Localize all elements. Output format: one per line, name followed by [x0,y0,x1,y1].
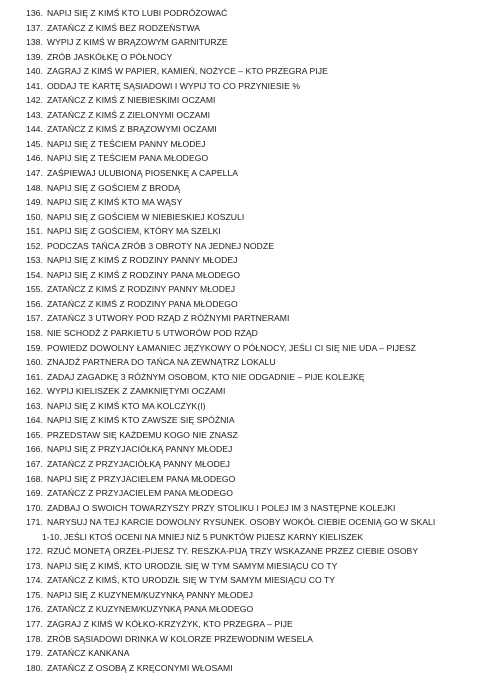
item-text: ODDAJ TE KARTĘ SĄSIADOWI I WYPIJ TO CO PRZYNIESIE % [46,80,301,91]
list-item [26,35,486,50]
list-item [26,311,486,326]
list-item-row [26,195,486,210]
item-number: 151. [26,226,43,237]
item-number: 158. [26,328,43,339]
list-item [26,661,486,676]
item-number: 144. [26,124,43,135]
list-item-row [26,64,486,79]
list-item-row [26,239,486,254]
item-text: NARYSUJ NA TEJ KARCIE DOWOLNY RYSUNEK. OSOBY WOKÓŁ CIEBIE OCENIĄ GO W SKALI [46,517,436,528]
item-text: PRZEDSTAW SIĘ KAŻDEMU KOGO NIE ZNASZ [46,429,238,440]
item-number: 139. [26,51,43,62]
list-item-row [26,151,486,166]
item-text: ZRÓB JASKÓŁKĘ O PÓŁNOCY [46,51,173,62]
list-item [26,559,486,574]
list-item-row [26,224,486,239]
item-number: 147. [26,168,43,179]
item-text-continuation: 1-10. JEŚLI KTOŚ OCENI NA MNIEJ NIŻ 5 PUNKTÓW PIJESZ KARNY KIELISZEK [42,531,364,542]
list-item-row [26,602,486,617]
list-item-row [26,297,486,312]
item-text: NIE SCHODŹ Z PARKIETU 5 UTWORÓW POD RZĄD [46,328,258,339]
item-text: ZAŚPIEWAJ ULUBIONĄ PIOSENKĘ A CAPELLA [46,168,239,179]
list-item [26,588,486,603]
item-number: 143. [26,109,43,120]
list-item-row [26,457,486,472]
list-item-row [26,6,486,21]
item-text: ZATAŃCZ Z KIMŚ Z RODZINY PANA MŁODEGO [46,298,238,309]
item-number: 156. [26,298,43,309]
list-item [26,573,486,588]
item-number: 155. [26,284,43,295]
list-item [26,297,486,312]
item-text: WYPIJ KIELISZEK Z ZAMKNIĘTYMI OCZAMI [46,386,226,397]
list-item [26,326,486,341]
list-item-row [26,588,486,603]
list-item-row [26,632,486,647]
list-item-row [26,413,486,428]
item-number: 174. [26,575,43,586]
item-number: 166. [26,444,43,455]
list-item [26,79,486,94]
list-item-row [26,646,486,661]
list-item [26,6,486,21]
item-text: POWIEDZ DOWOLNY ŁAMANIEC JĘZYKOWY O PÓŁNOCY, JEŚLI CI SIĘ NIE UDA – PIJESZ [46,342,416,353]
list-item-row [26,268,486,283]
list-item [26,646,486,661]
item-number: 161. [26,371,43,382]
item-number: 170. [26,502,43,513]
item-text: ZATAŃCZ Z KIMŚ Z ZIELONYMI OCZAMI [46,109,211,120]
list-item [26,384,486,399]
item-number: 173. [26,560,43,571]
item-number: 176. [26,604,43,615]
item-number: 157. [26,313,43,324]
list-item-row [26,35,486,50]
list-item [26,472,486,487]
list-item [26,544,486,559]
list-item [26,108,486,123]
list-item-row [26,355,486,370]
list-item-row [26,515,486,530]
list-item [26,181,486,196]
item-number: 165. [26,429,43,440]
item-number: 142. [26,95,43,106]
list-item-row [26,559,486,574]
list-item [26,282,486,297]
item-text: ZATAŃCZ Z OSOBĄ Z KRĘCONYMI WŁOSAMI [46,662,233,673]
item-number: 172. [26,546,43,557]
item-number: 140. [26,66,43,77]
list-item [26,501,486,516]
item-text: RZUĆ MONETĄ ORZEŁ-PIJESZ TY. RESZKA-PIJĄ TRZY WSKAZANE PRZEZ CIEBIE OSOBY [46,546,419,557]
list-item [26,151,486,166]
list-item-row [26,384,486,399]
list-item [26,224,486,239]
item-number: 168. [26,473,43,484]
item-number: 136. [26,8,43,18]
list-item [26,486,486,501]
list-item-row [26,50,486,65]
list-item [26,50,486,65]
list-item-row [26,661,486,676]
item-number: 152. [26,240,43,251]
item-number: 180. [26,662,43,673]
list-item-row [26,472,486,487]
item-number: 167. [26,458,43,469]
list-item-row [26,122,486,137]
list-item-row [26,370,486,385]
item-text: NAPIJ SIĘ Z GOŚCIEM, KTÓRY MA SZELKI [46,226,221,237]
list-item-row [26,544,486,559]
list-item [26,457,486,472]
list-item [26,166,486,181]
list-item [26,442,486,457]
list-item [26,370,486,385]
list-item [26,239,486,254]
list-item [26,137,486,152]
list-item-row [26,166,486,181]
list-item-row [26,501,486,516]
item-text: ZATAŃCZ Z PRZYJACIELEM PANA MŁODEGO [46,488,233,499]
item-text: ZATAŃCZ Z KUZYNEM/KUZYNKĄ PANA MŁODEGO [46,604,254,615]
list-item-row [26,573,486,588]
item-number: 169. [26,488,43,499]
item-text: ZATAŃCZ Z KIMŚ Z NIEBIESKIMI OCZAMI [46,95,216,106]
item-text: ZAGRAJ Z KIMŚ W KÓŁKO-KRZYŻYK, KTO PRZEGRA – PIJE [46,618,293,629]
list-item [26,399,486,414]
item-text: NAPIJ SIĘ Z KIMŚ KTO ZAWSZE SIĘ SPÓŹNIA [46,415,235,426]
item-number: 145. [26,138,43,149]
item-number: 154. [26,269,43,280]
item-text: NAPIJ SIĘ Z KIMŚ Z RODZINY PANNY MŁODEJ [46,255,238,266]
item-text: WYPIJ Z KIMŚ W BRĄZOWYM GARNITURZE [46,37,228,48]
list-item-row [26,108,486,123]
list-item-row [26,486,486,501]
list-item-row [26,326,486,341]
item-number: 141. [26,80,43,91]
list-item [26,341,486,356]
item-number: 159. [26,342,43,353]
list-item [26,64,486,79]
item-text: NAPIJ SIĘ Z TEŚCIEM PANA MŁODEGO [46,153,209,164]
item-number: 163. [26,400,43,411]
list-item-row [26,21,486,36]
item-number: 153. [26,255,43,266]
list-item [26,632,486,647]
item-text: NAPIJ SIĘ Z KIMŚ KTO LUBI PODRÓŻOWAĆ [46,8,228,18]
list-item [26,253,486,268]
list-item-row [26,79,486,94]
list-item [26,268,486,283]
item-text: NAPIJ SIĘ Z GOŚCIEM Z BRODĄ [46,182,181,193]
item-text: NAPIJ SIĘ Z KUZYNEM/KUZYNKĄ PANNY MŁODEJ [46,589,253,600]
item-text: ZRÓB SĄSIADOWI DRINKA W KOLORZE PRZEWODNIM WESELA [46,633,313,644]
item-text: ZADAJ ZAGADKĘ 3 RÓŻNYM OSOBOM, KTO NIE ODGADNIE – PIJE KOLEJKĘ [46,371,365,382]
item-text: ZATAŃCZ Z KIMŚ Z BRĄZOWYMI OCZAMI [46,124,217,135]
list-item [26,515,486,544]
item-text: ZATAŃCZ Z PRZYJACIÓŁKĄ PANNY MŁODEJ [46,458,230,469]
list-item [26,195,486,210]
list-item [26,602,486,617]
list-item [26,413,486,428]
item-text: NAPIJ SIĘ Z PRZYJACIÓŁKĄ PANNY MŁODEJ [46,444,233,455]
item-number: 171. [26,517,43,528]
item-number: 177. [26,618,43,629]
item-text: PODCZAS TAŃCA ZRÓB 3 OBROTY NA JEDNEJ NODZE [46,240,274,251]
list-item-row [26,137,486,152]
item-text: NAPIJ SIĘ Z KIMŚ Z RODZINY PANA MŁODEGO [46,269,241,280]
item-number: 146. [26,153,43,164]
list-item [26,617,486,632]
list-item [26,122,486,137]
item-number: 138. [26,37,43,48]
list-item-row [26,210,486,225]
list-item-row [26,93,486,108]
list-item [26,355,486,370]
item-text: ZNAJDŹ PARTNERA DO TAŃCA NA ZEWNĄTRZ LOKALU [46,357,276,368]
item-text: ZAGRAJ Z KIMŚ W PAPIER, KAMIEŃ, NOŻYCE – KTO PRZEGRA PIJE [46,66,328,77]
item-text: ZATAŃCZ Z KIMŚ BEZ RODZEŃSTWA [46,22,201,33]
list-item [26,21,486,36]
item-number: 164. [26,415,43,426]
item-number: 148. [26,182,43,193]
list-item-row [26,399,486,414]
list-item-row [26,181,486,196]
list-item-row [26,311,486,326]
list-item-row [26,282,486,297]
list-item-row [26,253,486,268]
item-number: 160. [26,357,43,368]
list-item [26,93,486,108]
list-item [26,428,486,443]
item-number: 150. [26,211,43,222]
item-text: ZADBAJ O SWOICH TOWARZYSZY PRZY STOLIKU I POLEJ IM 3 NASTĘPNE KOLEJKI [46,502,396,513]
list-item-row [26,617,486,632]
item-number: 179. [26,648,43,659]
item-number: 137. [26,22,43,33]
item-number: 178. [26,633,43,644]
item-text: NAPIJ SIĘ Z KIMŚ, KTO URODZIŁ SIĘ W TYM SAMYM MIESIĄCU CO TY [46,560,338,571]
item-text: ZATAŃCZ Z KIMŚ, KTO URODZIŁ SIĘ W TYM SAMYM MIESIĄCU CO TY [46,575,336,586]
list-item-row [26,428,486,443]
item-text: ZATAŃCZ 3 UTWORY POD RZĄD Z RÓŻNYMI PARTNERAMI [46,313,290,324]
item-number: 162. [26,386,43,397]
item-text: NAPIJ SIĘ Z GOŚCIEM W NIEBIESKIEJ KOSZULI [46,211,245,222]
item-text: NAPIJ SIĘ Z KIMŚ KTO MA KOLCZYK(I) [46,400,206,411]
item-text: NAPIJ SIĘ Z KIMŚ KTO MA WĄSY [46,197,183,208]
task-list [26,6,486,675]
item-number: 175. [26,589,43,600]
item-text: ZATAŃCZ KANKANA [46,648,130,659]
list-item-row [26,341,486,356]
item-text: ZATAŃCZ Z KIMŚ Z RODZINY PANNY MŁODEJ [46,284,236,295]
item-number: 149. [26,197,43,208]
list-item-row [26,442,486,457]
item-text: NAPIJ SIĘ Z TEŚCIEM PANNY MŁODEJ [46,138,206,149]
list-item [26,210,486,225]
item-text: NAPIJ SIĘ Z PRZYJACIELEM PANA MŁODEGO [46,473,236,484]
